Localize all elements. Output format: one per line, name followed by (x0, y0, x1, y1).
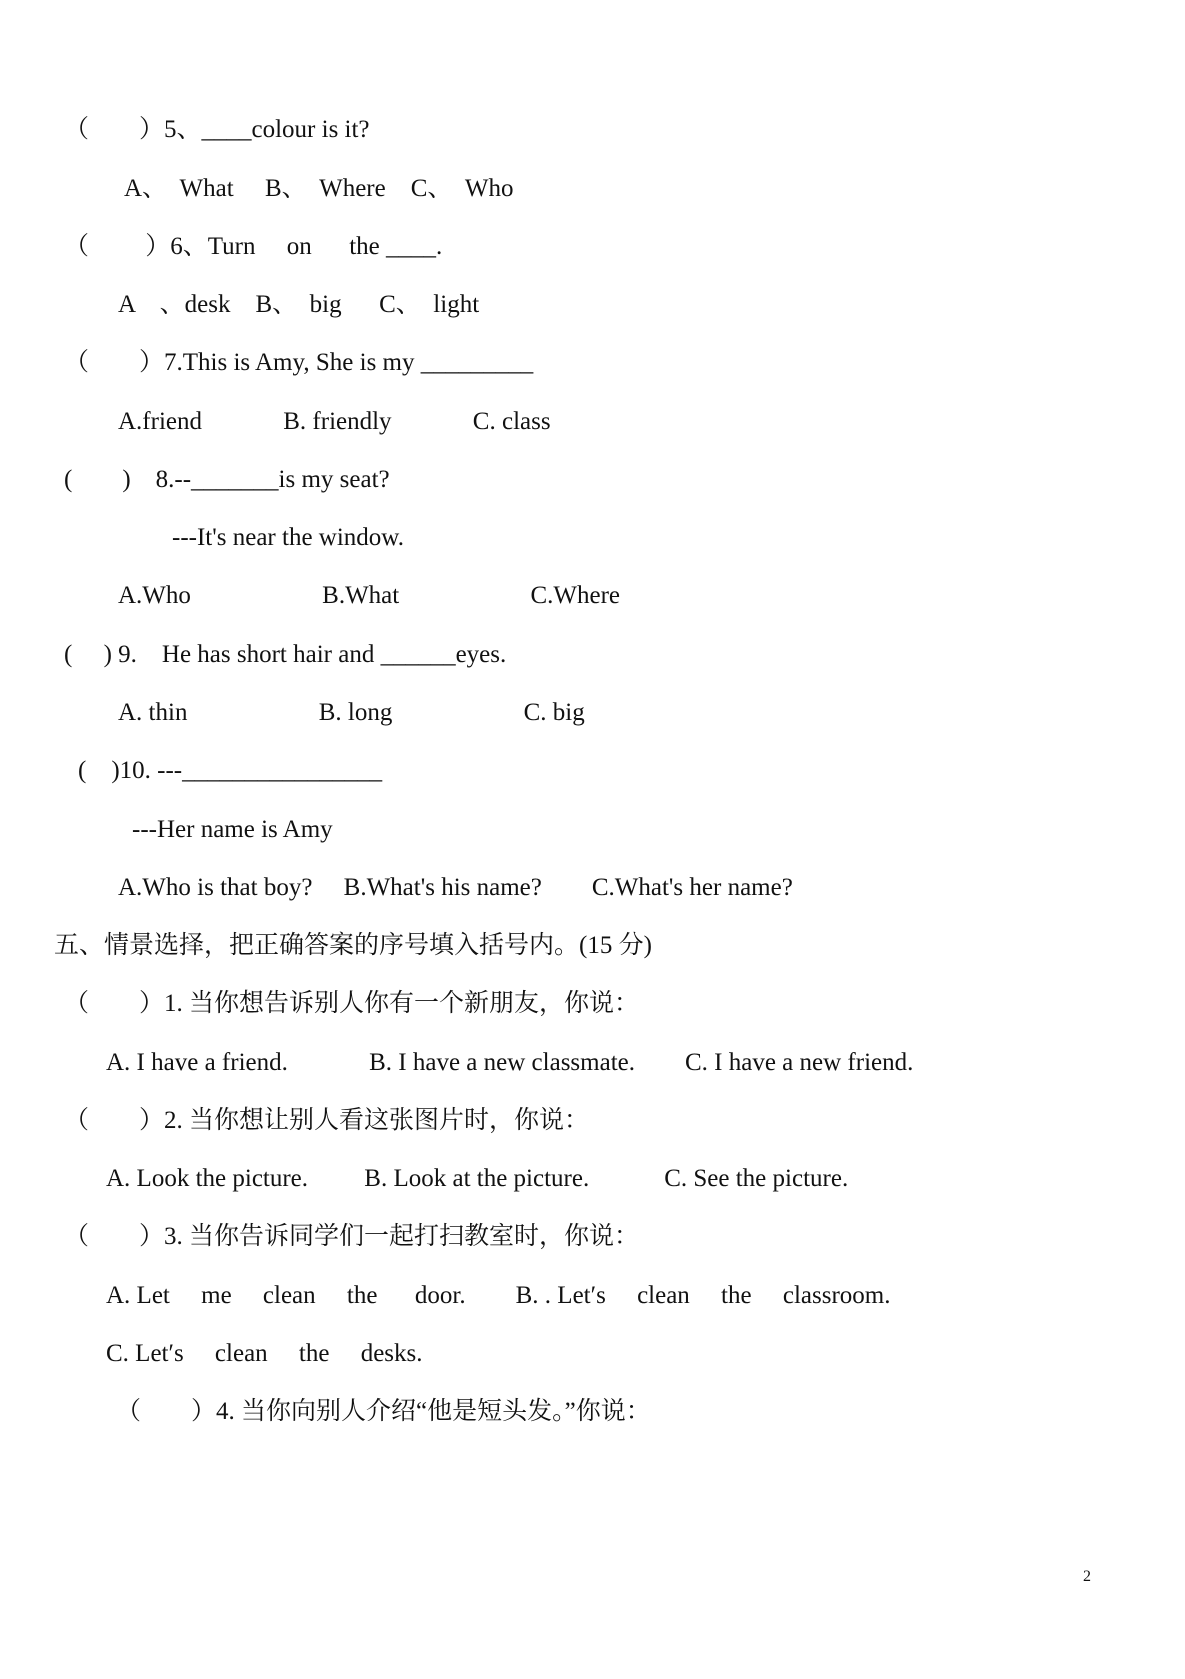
situation-3-options: A. Let me clean the door. B. . Let′s clean the classroom. (106, 1282, 891, 1309)
situation-3-option-c: C. Let′s clean the desks. (106, 1340, 423, 1367)
question-10-answer: ---Her name is Amy (132, 816, 333, 843)
question-10: ( )10. ---________________ (78, 757, 383, 784)
situation-4: （ ）4. 当你向别人介绍“他是短头发。”你说： (116, 1398, 651, 1425)
section-5-heading: 五、情景选择，把正确答案的序号填入括号内。(15 分) (54, 932, 652, 959)
situation-2-options: A. Look the picture. B. Look at the picture. C. See the picture. (106, 1165, 849, 1192)
situation-1: （ ）1. 当你想告诉别人你有一个新朋友，你说： (64, 990, 640, 1017)
question-5-options: A、 What B、 Where C、 Who (124, 175, 514, 202)
question-10-options: A.Who is that boy? B.What's his name? C.What's her name? (118, 874, 793, 901)
situation-2: （ ）2. 当你想让别人看这张图片时，你说： (64, 1107, 590, 1134)
question-5: （ ）5、____colour is it? (64, 116, 370, 143)
question-6-options: A 、desk B、 big C、 light (118, 291, 480, 318)
question-8: ( ) 8.--_______is my seat? (64, 466, 390, 493)
question-9: ( ) 9. He has short hair and ______eyes. (64, 641, 507, 668)
question-7-options: A.friend B. friendly C. class (118, 408, 551, 435)
question-6: （ ）6、Turn on the ____. (64, 233, 443, 260)
question-9-options: A. thin B. long C. big (118, 699, 585, 726)
situation-1-options: A. I have a friend. B. I have a new classmate. C. I have a new friend. (106, 1049, 914, 1076)
question-8-answer: ---It's near the window. (172, 524, 404, 551)
question-8-options: A.Who B.What C.Where (118, 582, 621, 609)
question-7: （ ）7.This is Amy, She is my _________ (64, 349, 534, 376)
situation-3: （ ）3. 当你告诉同学们一起打扫教室时，你说： (64, 1223, 640, 1250)
page-number: 2 (1083, 1568, 1091, 1585)
